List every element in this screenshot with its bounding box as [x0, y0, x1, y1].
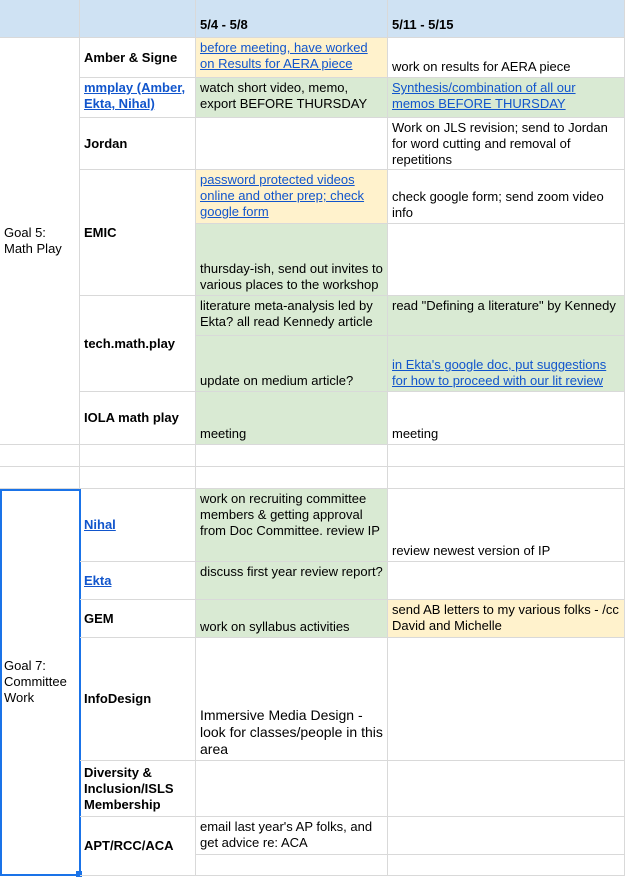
apt-week1-cell[interactable]: email last year's AP folks, and get advice re: ACA [196, 817, 388, 855]
nihal-week2-cell[interactable]: review newest version of IP [388, 489, 625, 562]
amber-week2-cell[interactable]: work on results for AERA piece [388, 38, 625, 78]
nihal-week1-cell[interactable]: work on recruiting committee members & getting approval from Doc Committee. review IP [196, 489, 388, 562]
amber-week1-link[interactable]: before meeting, have worked on Results for AERA piece [200, 40, 368, 71]
row-name-ekta[interactable] [80, 562, 196, 600]
emic-week1-cell-a[interactable] [196, 170, 388, 224]
tech-week1-cell-b[interactable]: update on medium article? [196, 336, 388, 392]
amber-week1-cell[interactable] [196, 38, 388, 78]
gem-week2-cell[interactable]: send AB letters to my various folks - /cc David and Michelle [388, 600, 625, 638]
emic-week2-cell-a[interactable]: check google form; send zoom video info [388, 170, 625, 224]
empty-cell[interactable] [388, 855, 625, 876]
row-name-apt[interactable]: APT/RCC/ACA [80, 817, 196, 876]
row-name-jordan[interactable]: Jordan [80, 118, 196, 170]
empty-cell[interactable] [388, 467, 625, 489]
header-week-2[interactable]: 5/11 - 5/15 [388, 0, 625, 38]
jordan-week1-cell[interactable] [196, 118, 388, 170]
empty-cell[interactable] [0, 467, 80, 489]
jordan-week2-cell[interactable]: Work on JLS revision; send to Jordan for word cutting and removal of repetitions [388, 118, 625, 170]
header-cell-b[interactable] [80, 0, 196, 38]
empty-cell[interactable] [196, 445, 388, 467]
mmplay-week2-link[interactable]: Synthesis/combination of all our memos BEFORE THURSDAY [392, 80, 576, 111]
header-cell-a[interactable] [0, 0, 80, 38]
emic-week1-cell-b[interactable]: thursday-ish, send out invites to various places to the workshop [196, 224, 388, 296]
tech-week2-cell-a[interactable]: read "Defining a literature" by Kennedy [388, 296, 625, 336]
gem-week1-cell[interactable]: work on syllabus activities [196, 600, 388, 638]
mmplay-week1-cell[interactable]: watch short video, memo, export BEFORE THURSDAY [196, 78, 388, 118]
row-name-iola-math-play[interactable]: IOLA math play [80, 392, 196, 445]
iola-week1-cell[interactable]: meeting [196, 392, 388, 445]
row-name-nihal[interactable] [80, 489, 196, 562]
nihal-link[interactable]: Nihal [84, 517, 116, 532]
tech-week2-link[interactable]: in Ekta's google doc, put suggestions for how to proceed with our lit review [392, 357, 607, 388]
emic-week2-cell-b[interactable] [388, 224, 625, 296]
goal-5-label[interactable]: Goal 5: Math Play [0, 38, 80, 445]
tech-week1-cell-a[interactable]: literature meta-analysis led by Ekta? all read Kennedy article [196, 296, 388, 336]
empty-cell[interactable] [80, 467, 196, 489]
diversity-week1-cell[interactable] [196, 761, 388, 817]
infodesign-week1-cell[interactable]: Immersive Media Design - look for classes/people in this area [196, 638, 388, 761]
apt-week2-cell[interactable] [388, 817, 625, 855]
empty-cell[interactable] [80, 445, 196, 467]
tech-week2-cell-b[interactable] [388, 336, 625, 392]
row-name-tech-math-play[interactable]: tech.math.play [80, 296, 196, 392]
row-name-gem[interactable]: GEM [80, 600, 196, 638]
row-name-amber-signe[interactable]: Amber & Signe [80, 38, 196, 78]
row-name-diversity[interactable]: Diversity & Inclusion/ISLS Membership [80, 761, 196, 817]
goal-7-label[interactable]: Goal 7: Committee Work [0, 489, 80, 876]
infodesign-week2-cell[interactable] [388, 638, 625, 761]
mmplay-link[interactable]: mmplay (Amber, Ekta, Nihal) [84, 80, 186, 111]
row-name-mmplay[interactable] [80, 78, 196, 118]
row-name-infodesign[interactable]: InfoDesign [80, 638, 196, 761]
ekta-week2-cell[interactable] [388, 562, 625, 600]
row-name-emic[interactable]: EMIC [80, 170, 196, 296]
mmplay-week2-cell[interactable] [388, 78, 625, 118]
empty-cell[interactable] [388, 445, 625, 467]
empty-cell[interactable] [0, 445, 80, 467]
header-week-1[interactable]: 5/4 - 5/8 [196, 0, 388, 38]
ekta-week1-cell[interactable]: discuss first year review report? [196, 562, 388, 600]
iola-week2-cell[interactable]: meeting [388, 392, 625, 445]
diversity-week2-cell[interactable] [388, 761, 625, 817]
ekta-link[interactable]: Ekta [84, 572, 112, 588]
emic-week1-link[interactable]: password protected videos online and other prep; check google form [200, 172, 365, 219]
empty-cell[interactable] [196, 855, 388, 876]
empty-cell[interactable] [196, 467, 388, 489]
